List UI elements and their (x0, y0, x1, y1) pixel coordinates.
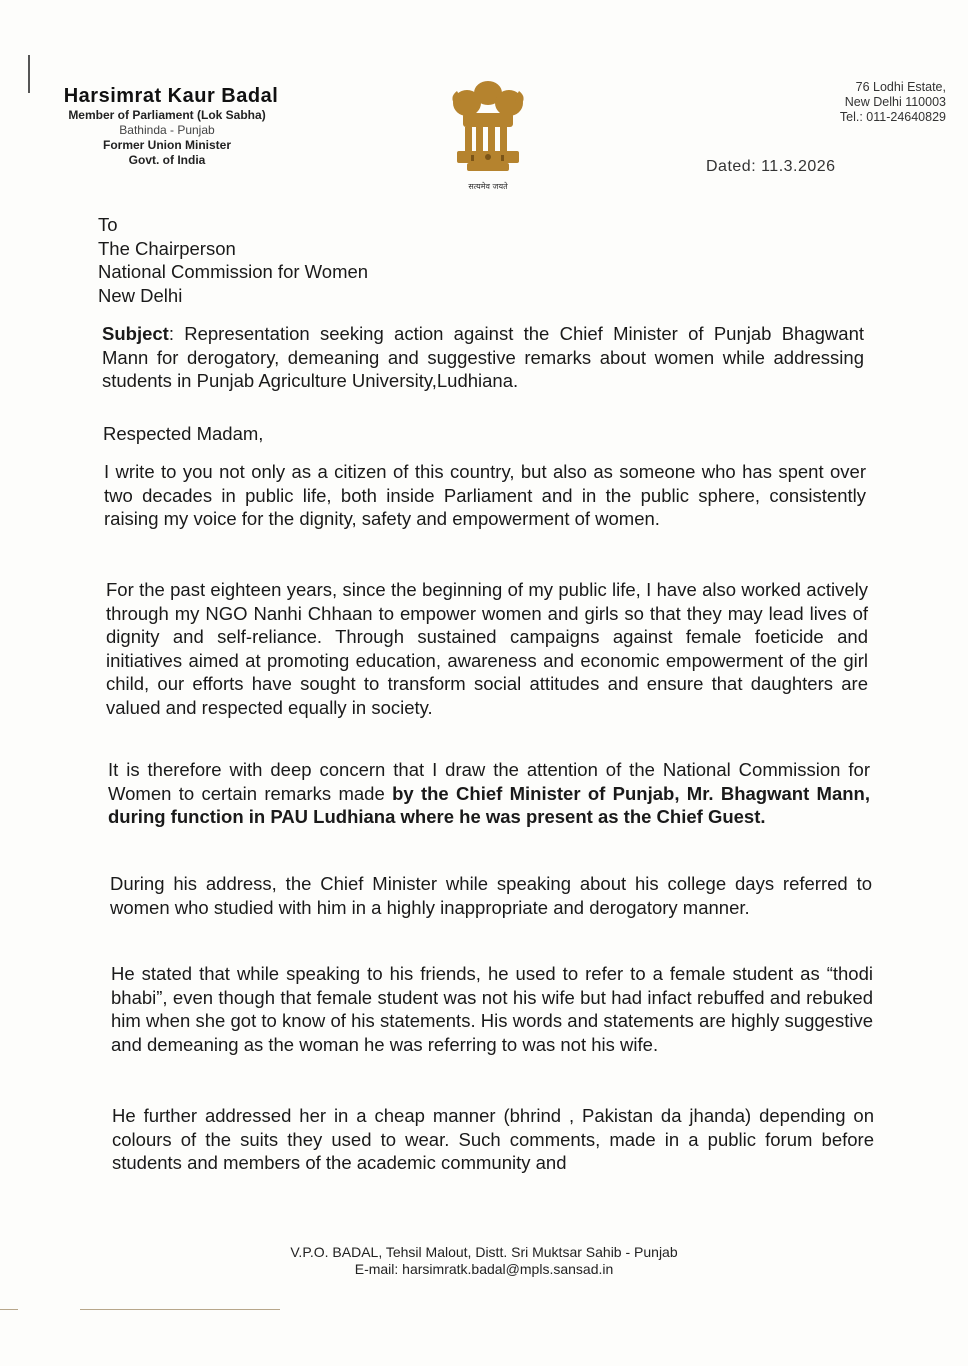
paragraph-5 (111, 962, 873, 1056)
recipient-org: National Commission for Women (98, 261, 369, 282)
paragraph-4-text: During his address, the Chief Minister while speaking about his college days referred to women who studied with him in a highly inappropriate and derogatory manner. (110, 873, 872, 918)
sender-designation: Member of Parliament (Lok Sabha) (68, 108, 266, 122)
sender-constituency: Bathinda - Punjab (119, 123, 215, 137)
paragraph-4 (110, 872, 872, 919)
footer-address: V.P.O. BADAL, Tehsil Malout, Distt. Sri Muktsar Sahib - Punjab (290, 1244, 678, 1260)
letter-footer (0, 1244, 968, 1278)
paragraph-1 (104, 460, 866, 531)
address-line-2: New Delhi 110003 (844, 95, 946, 109)
footer-divider-left (0, 1309, 18, 1310)
paragraph-3 (108, 758, 870, 829)
paragraph-5-text: He stated that while speaking to his friends, he used to refer to a female student as “thodi bhabi”, even though that female student was not his wife but had infact rebuffed and rebuked him when she got to know of his statements. His words and statements are highly suggestive and demeaning as the woman he was referring to was not his wife. (111, 963, 873, 1055)
emblem-motto: सत्यमेव जयते (468, 182, 508, 191)
national-emblem-icon (443, 75, 533, 195)
telephone: Tel.: 011-24640829 (839, 110, 946, 124)
recipient-city: New Delhi (98, 284, 183, 306)
recipient-block (98, 213, 870, 307)
salutation: Respected Madam, (103, 423, 264, 444)
address-line-1: 76 Lodhi Estate, (855, 80, 946, 94)
recipient-title: The Chairperson (98, 237, 236, 259)
letterhead-sender (22, 85, 312, 168)
sender-govt: Govt. of India (128, 153, 206, 167)
paragraph-3-text: It is therefore with deep concern that I draw the attention of the National Commission for Women to certain remarks made (108, 759, 870, 804)
subject-label: Subject (102, 323, 169, 344)
paragraph-2-text: For the past eighteen years, since the beginning of my public life, I have also worked actively through my NGO Nanhi Chhaan to empower women and girls so that they may lead lives of dignity and self-reliance. Through sustained campaigns against female foeticide and initiatives aimed at promoting education, awareness and economic empowerment of the girl child, our efforts have sought to transform social attitudes and ensure that daughters are valued and respected equally in society. (106, 579, 868, 718)
letterhead-address (840, 80, 946, 125)
paragraph-6 (112, 1104, 874, 1175)
recipient-to: To (98, 214, 118, 235)
paragraph-6-text: He further addressed her in a cheap manner (bhrind , Pakistan da jhanda) depending on colours of the suits they used to wear. Such comments, made in a public forum before students and members of the academic community and (112, 1105, 874, 1173)
sender-former-role: Former Union Minister (102, 138, 231, 152)
paragraph-1-text: I write to you not only as a citizen of this country, but also as someone who has spent over two decades in public life, both inside Parliament and in the public sphere, consistently raising my voice for the dignity, safety and empowerment of women. (104, 461, 866, 529)
paragraph-3-bold-text: by the Chief Minister of Punjab, Mr. Bhagwant Mann, during function in PAU Ludhiana where he was present as the Chief Guest. (108, 782, 870, 827)
paragraph-2 (106, 578, 868, 719)
subject-line (102, 322, 864, 393)
letter-date: Dated: 11.3.2026 (706, 158, 836, 175)
subject-text: : Representation seeking action against the Chief Minister of Punjab Bhagwant Mann for derogatory, demeaning and suggestive remarks about women while addressing students in Punjab Agriculture University,Ludhiana. (102, 323, 864, 391)
sender-name: Harsimrat Kaur Badal (63, 85, 279, 107)
footer-email: E-mail: harsimratk.badal@mpls.sansad.in (354, 1261, 614, 1277)
footer-divider (80, 1309, 280, 1310)
